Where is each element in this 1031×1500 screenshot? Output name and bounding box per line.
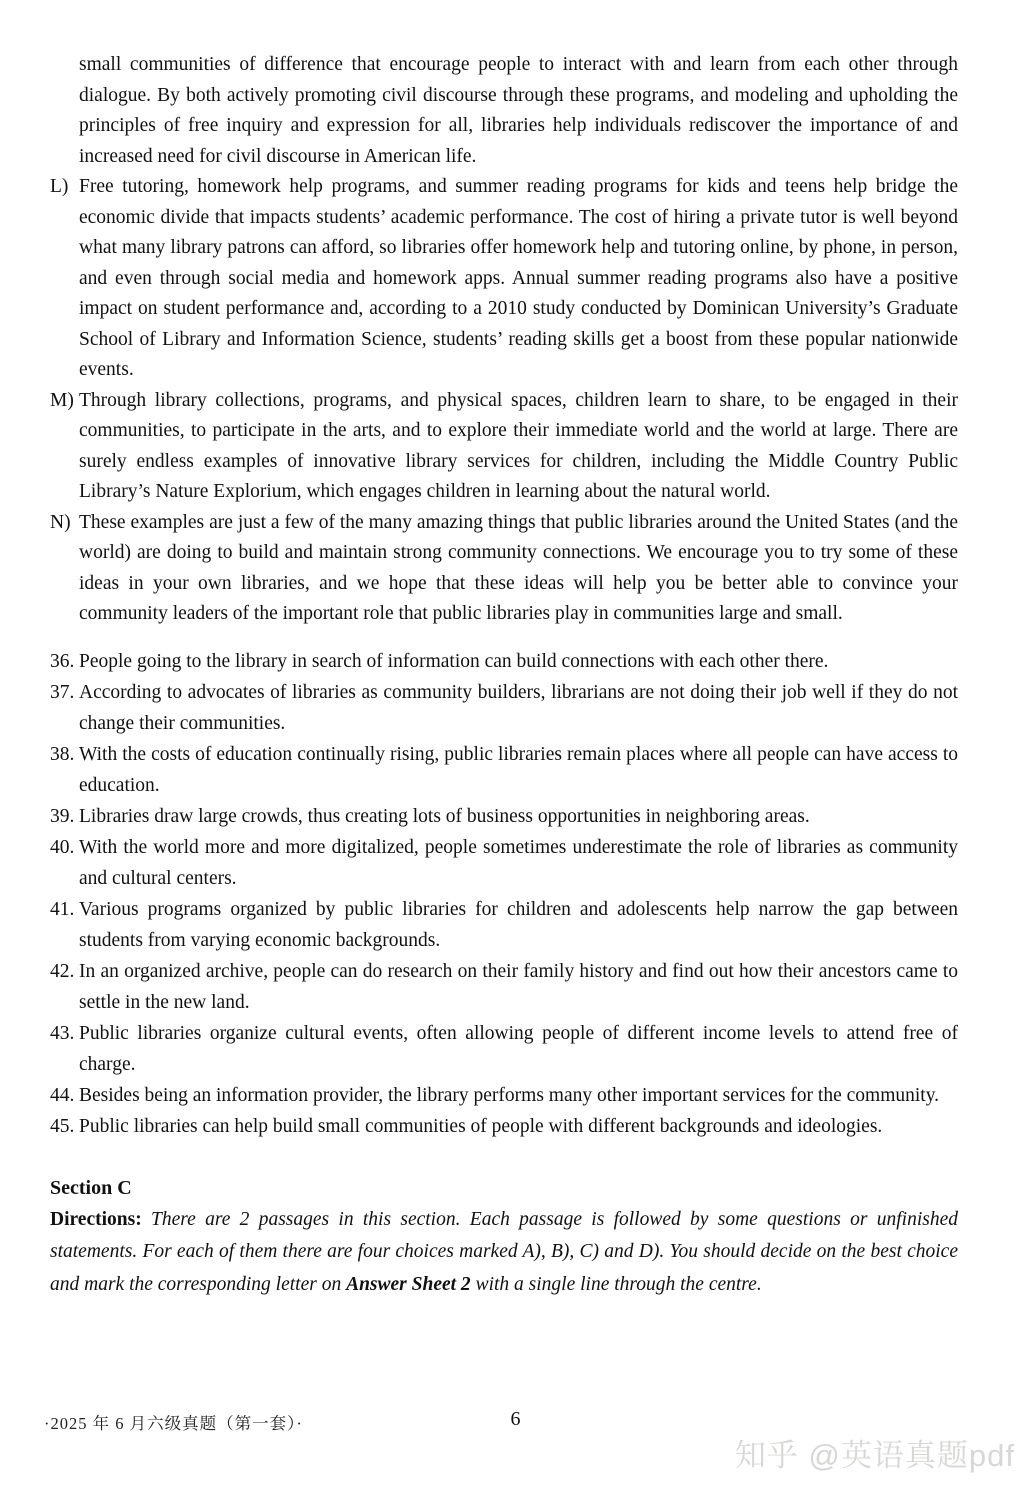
question-38-number: 38. — [50, 743, 75, 765]
paragraph-text-M: Through library collections, programs, and physical spaces, children learn to share, to be engaged in their communities, to participate in the arts, and to explore their immediate world and the world at large. There are surely endless examples of innovative library services for children, including the Middle Country Public Library’s Nature Explorium, which engages children in learning about the natural world. — [79, 389, 958, 502]
question-42-text: In an organized archive, people can do research on their family history and find out how their ancestors came to settle in the new land. — [79, 960, 958, 1013]
passage-continuation-paragraph: small communities of difference that encourage people to interact with and learn from each other through dialogue. By both actively promoting civil discourse through these programs, and modeling and upholding the principles of free inquiry and expression for all, libraries help individuals rediscover the importance of and increased need for civil discourse in American life. — [79, 54, 958, 167]
question-44 — [50, 1080, 958, 1111]
directions-text-after: with a single line through the centre. — [470, 1273, 762, 1295]
answer-sheet-reference: Answer Sheet 2 — [346, 1273, 471, 1295]
question-43-text: Public libraries organize cultural events, often allowing people of different income levels to attend free of charge. — [79, 1022, 958, 1075]
question-36-number: 36. — [50, 650, 75, 672]
question-45 — [50, 1111, 958, 1142]
paragraph-label-N: N) — [50, 511, 71, 533]
question-39 — [50, 801, 958, 832]
question-37-number: 37. — [50, 681, 75, 703]
passage-paragraph-L — [50, 172, 958, 386]
section-c — [50, 1172, 958, 1302]
passage-paragraph-M — [50, 386, 958, 508]
question-44-number: 44. — [50, 1084, 75, 1106]
question-44-text: Besides being an information provider, the library performs many other important services for the community. — [79, 1084, 940, 1106]
question-37 — [50, 677, 958, 739]
question-45-text: Public libraries can help build small communities of people with different backgrounds and ideologies. — [79, 1115, 883, 1137]
question-39-text: Libraries draw large crowds, thus creating lots of business opportunities in neighboring areas. — [79, 805, 810, 827]
question-41-number: 41. — [50, 898, 75, 920]
section-c-directions — [50, 1204, 958, 1302]
page-number: 6 — [510, 1408, 521, 1430]
question-43 — [50, 1018, 958, 1080]
question-36 — [50, 646, 958, 677]
question-43-number: 43. — [50, 1022, 75, 1044]
paragraph-text-N: These examples are just a few of the many amazing things that public libraries around the United States (and the world) are doing to build and maintain strong community connections. We encourage you to try some of these ideas in your own libraries, and we hope that these ideas will help you be better able to convince your community leaders of the important role that public libraries play in communities large and small. — [79, 511, 958, 624]
question-40-text: With the world more and more digitalized, people sometimes underestimate the role of libraries as community and cultural centers. — [79, 836, 958, 889]
question-40 — [50, 832, 958, 894]
directions-text-before: There are 2 passages in this section. Each passage is followed by some questions or unfinished statements. For each of them there are four choices marked A), B), C) and D). You should decide on the best choice and mark the corresponding letter on — [50, 1208, 958, 1295]
directions-label: Directions: — [50, 1208, 142, 1230]
paragraph-label-L: L) — [50, 176, 69, 197]
question-42 — [50, 956, 958, 1018]
question-42-number: 42. — [50, 960, 75, 982]
question-list — [50, 646, 958, 1142]
question-41 — [50, 894, 958, 956]
section-c-heading: Section C — [50, 1176, 132, 1199]
question-38 — [50, 739, 958, 801]
paragraph-label-M: M) — [50, 389, 74, 411]
question-41-text: Various programs organized by public libraries for children and adolescents help narrow the gap between students from varying economic backgrounds. — [79, 898, 958, 951]
page-content — [50, 50, 958, 1301]
question-36-text: People going to the library in search of information can build connections with each other there. — [79, 650, 829, 672]
question-39-number: 39. — [50, 805, 75, 827]
footer-exam-title: ·2025 年 6 月六级真题（第一套）· — [44, 1414, 303, 1433]
passage-paragraph-N — [50, 508, 958, 630]
question-37-text: According to advocates of libraries as community builders, librarians are not doing their job well if they do not change their communities. — [79, 681, 958, 734]
question-45-number: 45. — [50, 1115, 75, 1137]
question-40-number: 40. — [50, 836, 75, 858]
question-38-text: With the costs of education continually rising, public libraries remain places where all people can have access to education. — [79, 743, 958, 796]
paragraph-text-L: Free tutoring, homework help programs, and summer reading programs for kids and teens help bridge the economic divide that impacts students’ academic performance. The cost of hiring a private tutor is well beyond what many library patrons can afford, so libraries offer homework help and tutoring online, by phone, in person, and even through social media and homework apps. Annual summer reading programs also have a positive impact on student performance and, according to a 2010 study conducted by Dominican University’s Graduate School of Library and Information Science, students’ reading skills get a boost from these popular nationwide events. — [79, 176, 958, 380]
watermark-text: 知乎 @英语真题pdf — [734, 1438, 1015, 1473]
